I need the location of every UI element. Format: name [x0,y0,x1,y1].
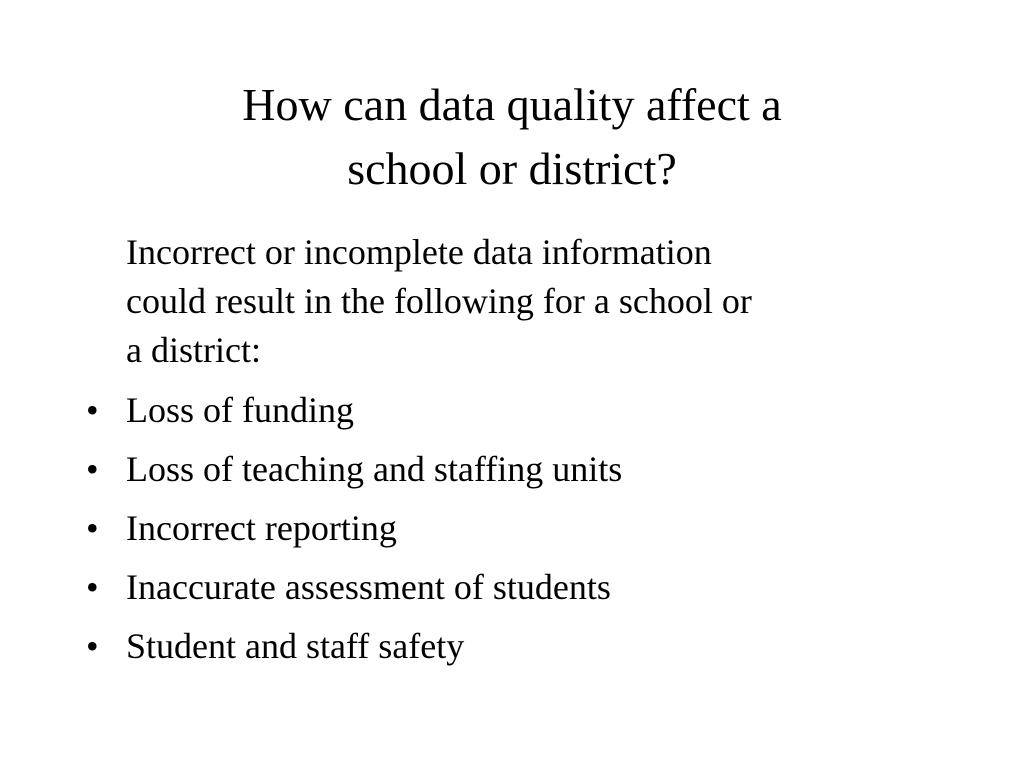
bullet-text: Student and staff safety [126,626,465,666]
intro-paragraph [126,228,956,375]
intro-line-1: Incorrect or incomplete data information [126,232,712,272]
bullet-text: Loss of teaching and staffing units [126,449,623,489]
bullet-item [86,445,946,494]
bullet-text: Loss of funding [126,390,354,430]
bullet-item [86,563,946,612]
slide-title [112,73,912,201]
slide-title-line-2: school or district? [347,143,677,194]
intro-line-2: could result in the following for a school or [126,281,752,321]
slide-title-line-1: How can data quality affect a [242,79,782,130]
bullet-icon: • [86,567,99,607]
bullet-item [86,386,946,435]
bullet-item [86,504,946,553]
bullet-text: Incorrect reporting [126,508,397,548]
bullet-list [86,386,946,681]
intro-line-3: a district: [126,330,261,370]
bullet-icon: • [86,449,99,489]
bullet-icon: • [86,390,99,430]
bullet-item [86,622,946,671]
bullet-text: Inaccurate assessment of students [126,567,611,607]
bullet-icon: • [86,508,99,548]
bullet-icon: • [86,626,99,666]
